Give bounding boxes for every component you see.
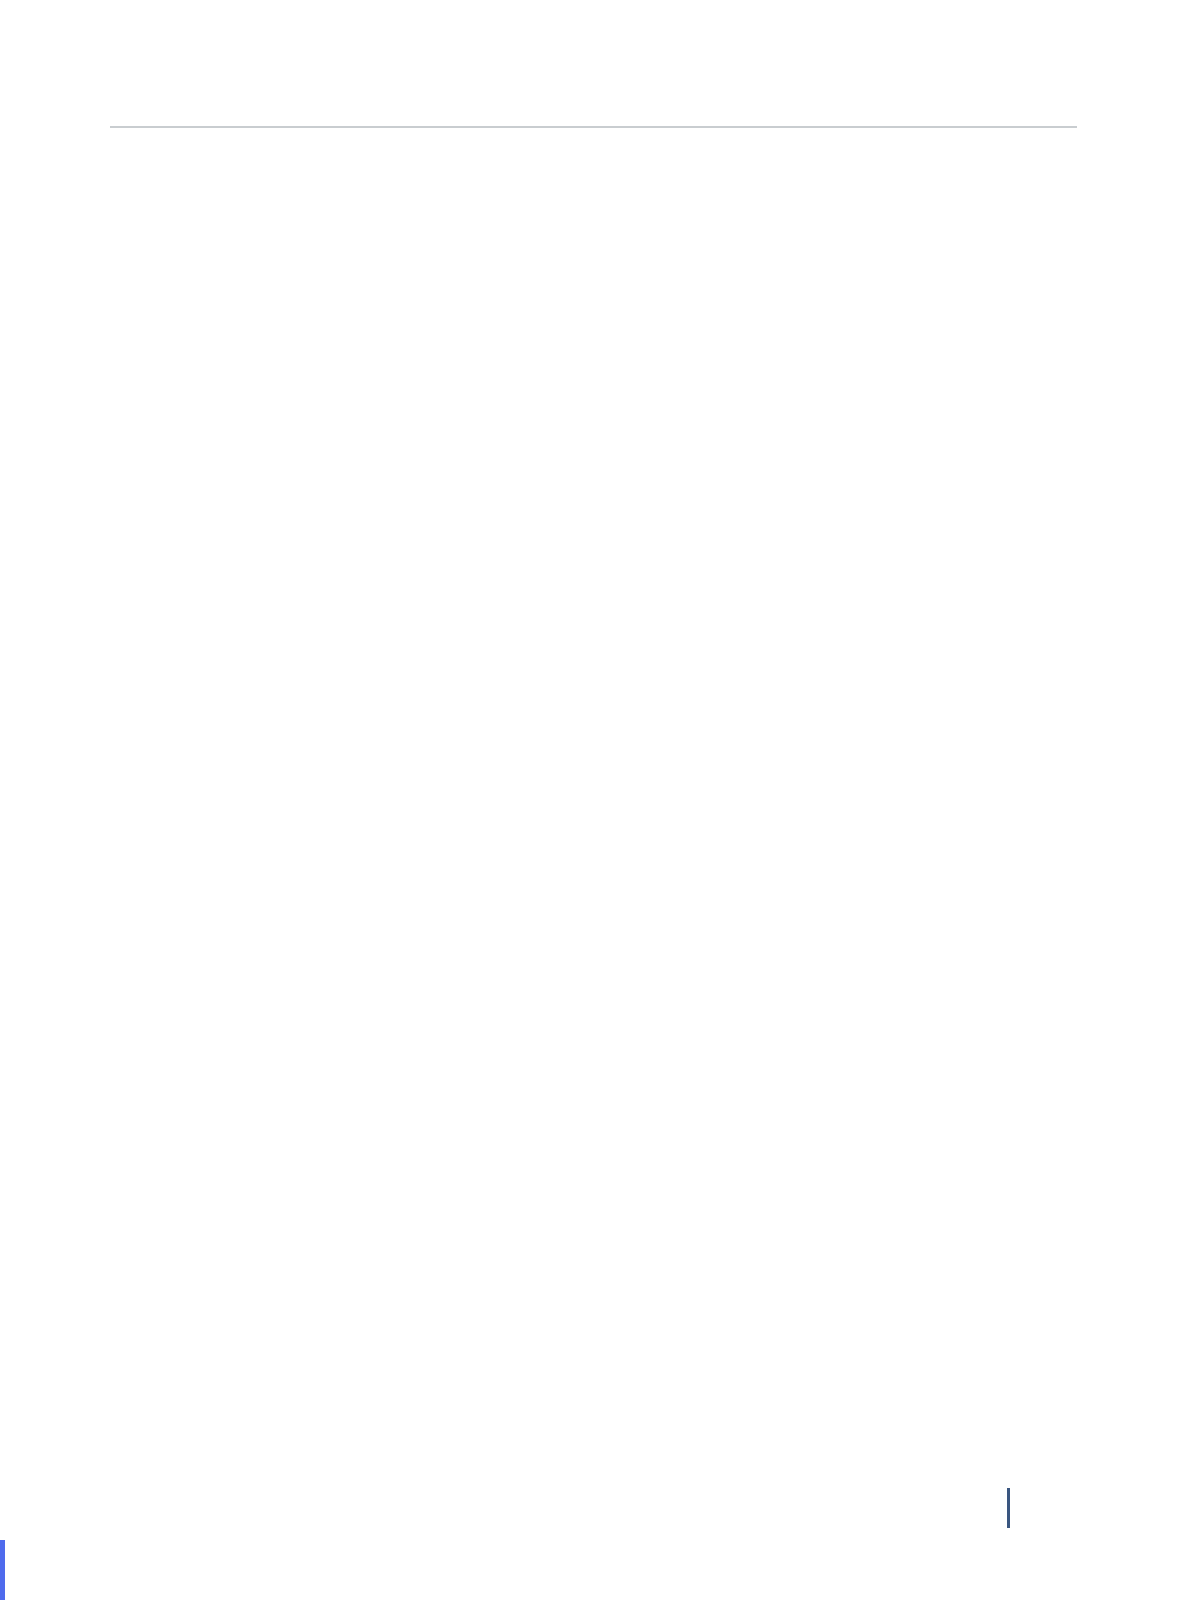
figure-1 (595, 210, 1040, 576)
page-footer (999, 1488, 1020, 1528)
section-heading-2-2-2 (135, 235, 578, 266)
section-heading-2-2-1 (135, 204, 578, 235)
footer-divider (1007, 1488, 1010, 1528)
left-column (135, 142, 578, 266)
section-heading-2-2 (135, 173, 578, 204)
section-heading-2-1-2 (135, 142, 578, 173)
scan-artifact (0, 1540, 5, 1600)
header-rule (110, 126, 1077, 128)
section-heading-2-3 (595, 142, 1040, 173)
thermogravimetric-chart (595, 210, 1040, 576)
section-heading-2-3-1 (595, 173, 1040, 204)
right-column (595, 142, 1040, 584)
